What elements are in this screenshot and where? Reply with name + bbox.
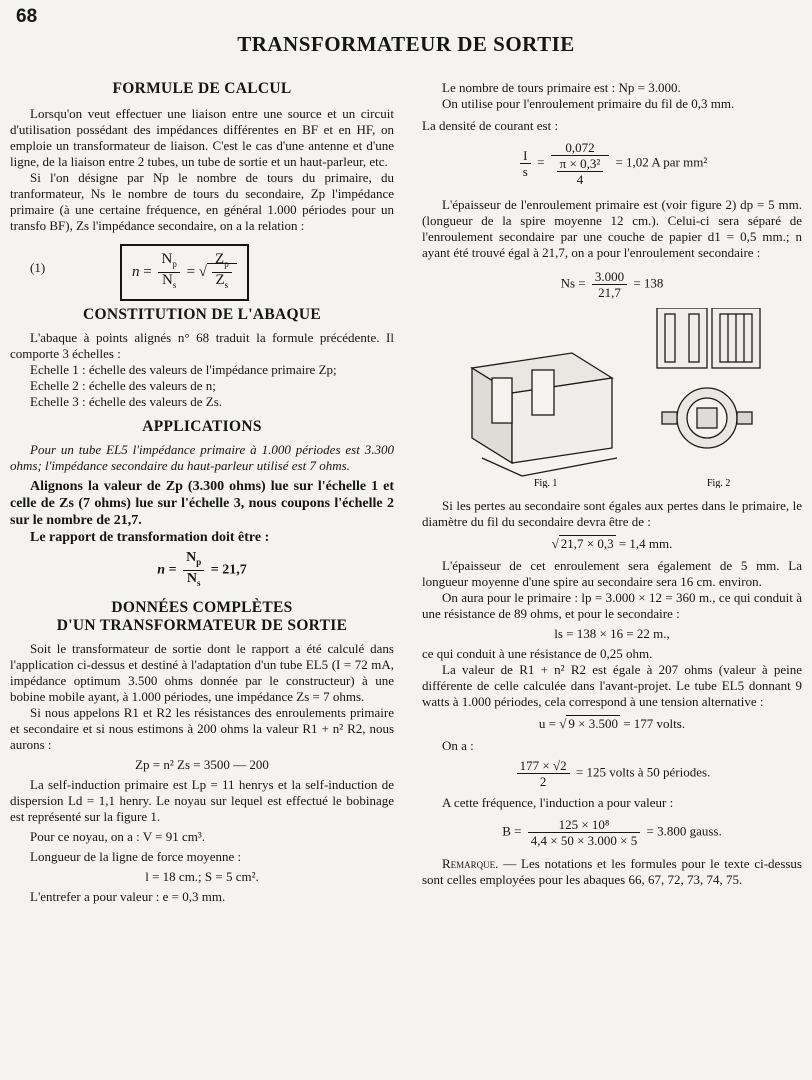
ns-num: 3.000	[592, 269, 627, 285]
paragraph-on-a: On a :	[442, 738, 474, 753]
density-num: I	[520, 148, 531, 164]
voltage-result: = 125 volts à 50 périodes.	[575, 764, 711, 780]
formula-ns	[422, 269, 802, 300]
voltage-num: 177 × √2	[517, 758, 570, 774]
formula-u: u = √ 9 × 3.500 = 177 volts.	[538, 716, 686, 731]
paragraph-remark	[422, 856, 802, 888]
application-bold: Alignons la valeur de Zp (3.300 ohms) lue sur l'échelle 1 et celle de Zs (7 ohms) lue sur l'échelle 3, nous coupons l'échelle 2 sur le nombre de 21,7.	[10, 479, 394, 528]
b-lhs: B =	[502, 823, 522, 839]
paragraph-donnees: Soit le transformateur de sortie dont le rapport a été calculé dans l'application ci-dessus et destiné à l'adaptation d'un tube EL5 (I = 72 mA, impédance optimum 3.500 ohms donnée par le constructeur) à une bobine mobile ayant, à 1.000 périodes, une impédance Zs = 7 ohms.	[10, 640, 394, 704]
paragraph-induction: A cette fréquence, l'induction a pour valeur :	[442, 795, 674, 810]
scale-3: Echelle 3 : échelle des valeurs de Zs.	[30, 394, 223, 409]
paragraph-entrefer: L'entrefer a pour valeur : e = 0,3 mm.	[30, 888, 226, 904]
application-ratio-value: = 21,7	[210, 562, 247, 578]
figure-2-winding	[657, 308, 760, 448]
page-number: 68	[16, 6, 38, 27]
b-result: = 3.800 gauss.	[646, 823, 722, 839]
ns-den: 21,7	[598, 285, 621, 300]
paragraph-secondary-resistance: ce qui conduit à une résistance de 0,25 ohm.	[422, 646, 653, 661]
voltage-den: 2	[539, 774, 547, 789]
right-column	[422, 80, 802, 888]
paragraph-density: La densité de courant est :	[422, 118, 559, 133]
density-den2: π × 0,3²	[557, 156, 604, 172]
density-result: = 1,02 A par mm²	[615, 154, 708, 170]
paragraph-secondary-thickness: L'épaisseur de cet enroulement sera également de 5 mm. La longueur moyenne d'une spire au secondaire sera 16 cm. environ.	[422, 558, 802, 589]
paragraph-wire: On utilise pour l'enroulement primaire du fil de 0,3 mm.	[442, 96, 735, 111]
ns-result: = 138	[633, 275, 664, 291]
formula-label: (1)	[30, 260, 46, 275]
remark-label: Remarque.	[442, 856, 499, 871]
heading-applications: APPLICATIONS	[142, 418, 262, 435]
application-ratio-intro: Le rapport de transformation doit être :	[30, 530, 270, 545]
page-title: TRANSFORMATEUR DE SORTIE	[237, 32, 575, 56]
formula-diameter: √ 21,7 × 0,3 = 1,4 mm.	[551, 536, 673, 551]
ns-lhs: Ns =	[560, 275, 586, 291]
heading-constitution: CONSTITUTION DE L'ABAQUE	[82, 306, 322, 323]
paragraph-abaque: L'abaque à points alignés n° 68 traduit la formule précédente. Il comporte 3 échelles :	[10, 330, 394, 361]
density-den: s	[522, 164, 528, 179]
diameter-result: = 1,4 mm.	[618, 536, 673, 551]
scale-1: Echelle 1 : échelle des valeurs de l'impédance primaire Zp;	[30, 362, 337, 377]
paragraph-r-value: La valeur de R1 + n² R2 est égale à 207 ohms (valeur à peine différente de celle calculée dans l'avant-projet. Le tube EL5 donnant 9 watts à 1.000 périodes, cela correspond à une tension alternative :	[422, 662, 802, 709]
u-radicand: 9 × 3.500	[568, 716, 618, 731]
u-lhs: u =	[538, 716, 556, 731]
density-num2: 0,072	[551, 140, 610, 156]
paragraph-ligne-force: Longueur de la ligne de force moyenne :	[30, 848, 242, 864]
formula-ls: ls = 138 × 16 = 22 m.,	[554, 626, 670, 641]
b-num: 125 × 10⁸	[528, 817, 641, 833]
heading-formule: FORMULE DE CALCUL	[112, 80, 292, 97]
left-column	[10, 80, 394, 905]
formula-density: $\frac{I}{s}$ = $\frac{0,072}{\frac{\text{π × 0,3²}}{4}}$ = 1,02 A par mm²	[422, 140, 802, 187]
scale-2: Echelle 2 : échelle des valeurs de n;	[30, 378, 216, 393]
paragraph-pertes: Si les pertes au secondaire sont égales aux pertes dans le primaire, le diamètre du fil du secondaire devra être de :	[422, 498, 802, 529]
paragraph-turns: Le nombre de tours primaire est : Np = 3.000.	[442, 80, 681, 95]
paragraph-definitions: Si l'on désigne par Np le nombre de tours du primaire, du tranformateur, Ns le nombre de tours du secondaire, Zp l'impédance primaire (à une certaine fréquence, en général 1.000 périodes pour un transfo BF), Zs l'impédance secondaire, on a la relation :	[10, 170, 394, 233]
formula-zp: Zp = n² Zs = 3500 — 200	[135, 756, 269, 772]
formula-voltage	[422, 758, 802, 789]
remark-text: — Les notations et les formules pour le texte ci-dessus sont celles employées pour les abaques 66, 67, 72, 73, 74, 75.	[422, 856, 802, 887]
paragraph-intro: Lorsqu'on veut effectuer une liaison entre une source et un circuit d'utilisation possédant des impédances différentes en BF et en HF, on emploie un transformateur de liaison. C'est le cas d'une antenne et d'une ligne, de la liaison entre 2 tubes, un tube de sortie et un haut-parleur, etc.	[10, 106, 394, 169]
heading-donnees-2: D'UN TRANSFORMATEUR DE SORTIE	[56, 616, 348, 634]
paragraph-primary-length: On aura pour le primaire : lp = 3.000 × 12 = 360 m., ce qui conduit à une résistance de 89 ohms, et pour le secondaire :	[422, 590, 802, 621]
figure-1-label: Fig. 1	[534, 478, 558, 488]
paragraph-resistances: Si nous appelons R1 et R2 les résistances des enroulements primaire et secondaire et si nous estimons à 200 ohms la valeur R1 + n² R2, nous aurons :	[10, 704, 394, 752]
diameter-radicand: 21,7 × 0,3	[560, 536, 614, 551]
application-italic: Pour un tube EL5 l'impédance primaire à 1.000 périodes est 3.300 ohms; l'impédance secondaire du haut-parleur utilisé est 7 ohms.	[10, 442, 394, 473]
transformer-figures	[452, 308, 772, 488]
paragraph-epaisseur: L'épaisseur de l'enroulement primaire est (voir figure 2) dp = 5 mm. (longueur de la spire moyenne 12 cm.). Celui-ci sera séparé de l'enroulement secondaire par une couche de papier d1 = 0,5 mm.; n ayant été trouvé égal à 21,7, on a pour l'enroulement secondaire :	[422, 197, 802, 260]
heading-donnees-1: DONNÉES COMPLÈTES	[111, 598, 293, 616]
density-den3: 4	[576, 172, 584, 187]
u-result: = 177 volts.	[623, 716, 686, 731]
application-ratio-formula: n = $\frac{N_p}{N_s}$ = 21,7	[157, 550, 247, 588]
formula-length: l = 18 cm.; S = 5 cm².	[145, 868, 259, 884]
formula-box: n = $\frac{N_p}{N_s}$ = √ $\frac{Z_p}{Z_s}$	[120, 244, 249, 301]
paragraph-volume: Pour ce noyau, on a : V = 91 cm³.	[30, 828, 206, 844]
b-den: 4,4 × 50 × 3.000 × 5	[530, 833, 638, 848]
formula-1	[10, 240, 394, 300]
figure-2-label: Fig. 2	[707, 478, 731, 488]
figure-1-core	[472, 353, 617, 476]
paragraph-self-induction: La self-induction primaire est Lp = 11 henrys et la self-induction de dispersion Ld = 1,1 henry. Le noyau sur lequel est effectué le bobinage est représenté sur la figure 1.	[10, 776, 394, 824]
formula-b	[422, 817, 802, 848]
